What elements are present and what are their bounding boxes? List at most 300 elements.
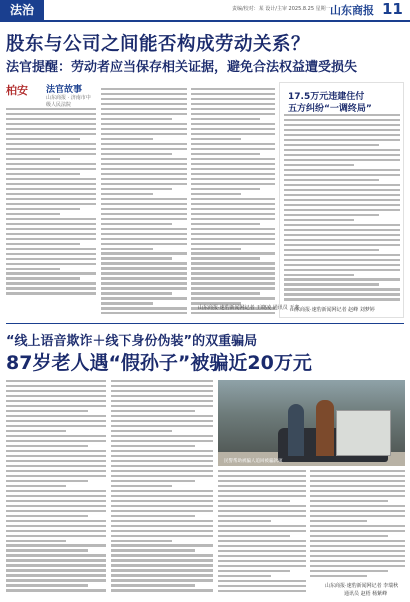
text-line (6, 133, 96, 135)
text-line (284, 259, 400, 261)
story2-title-line2[interactable]: 五方纠纷“一调终局” (288, 104, 372, 114)
text-line (101, 208, 187, 210)
text-line (101, 168, 187, 170)
text-line (284, 144, 379, 146)
text-line (284, 189, 400, 191)
text-line (111, 549, 195, 551)
text-line (6, 410, 88, 412)
text-line (6, 203, 96, 205)
text-line (111, 475, 213, 477)
text-line (101, 143, 187, 145)
text-line (111, 569, 213, 571)
text-line (6, 198, 96, 200)
text-line (6, 584, 88, 586)
text-line (111, 460, 213, 462)
text-line (284, 179, 379, 181)
text-line (191, 123, 275, 125)
text-line (284, 224, 400, 226)
text-line (6, 208, 80, 210)
text-line (6, 248, 96, 250)
text-line (111, 450, 213, 452)
text-line (6, 193, 96, 195)
text-line (191, 178, 275, 180)
text-line (191, 118, 260, 120)
text-line (6, 579, 106, 581)
text-line (218, 510, 306, 512)
column-brand (6, 82, 94, 108)
text-line (6, 549, 88, 551)
text-line (191, 248, 241, 250)
story3-headline[interactable]: 87岁老人遇“假孙子”被骗近20万元 (6, 352, 312, 374)
text-line (191, 93, 275, 95)
text-line (111, 420, 213, 422)
text-line (101, 307, 187, 309)
text-line (111, 530, 213, 532)
text-line (101, 88, 187, 90)
text-line (111, 520, 213, 522)
text-line (310, 475, 405, 477)
story1-byline: 山东商报·速豹新闻网记者 王晓凌 通讯员 王鑫 (198, 305, 300, 311)
text-line (6, 465, 106, 467)
text-line (6, 530, 106, 532)
text-line (101, 297, 187, 299)
section-divider (6, 323, 404, 324)
text-line (101, 158, 187, 160)
text-line (6, 385, 106, 387)
text-line (284, 124, 400, 126)
text-line (218, 580, 306, 582)
text-line (111, 405, 213, 407)
text-line (101, 213, 187, 215)
text-line (6, 113, 96, 115)
page-number: 11 (382, 0, 403, 18)
text-line (284, 288, 400, 290)
text-line (284, 293, 400, 295)
text-line (101, 113, 187, 115)
text-line (111, 430, 172, 432)
text-line (218, 525, 306, 527)
text-line (111, 544, 213, 546)
text-line (101, 248, 153, 250)
text-line (310, 500, 388, 502)
text-line (310, 470, 405, 472)
text-line (191, 88, 275, 90)
text-line (101, 223, 172, 225)
text-line (284, 194, 400, 196)
text-line (6, 405, 106, 407)
text-line (284, 229, 400, 231)
text-line (6, 540, 66, 542)
text-line (111, 490, 213, 492)
text-line (218, 545, 306, 547)
text-line (284, 264, 400, 266)
text-line (284, 249, 379, 251)
text-line (218, 560, 306, 562)
text-line (218, 550, 306, 552)
text-line (218, 555, 306, 557)
text-line (218, 470, 306, 472)
text-line (191, 188, 260, 190)
text-line (284, 134, 400, 136)
text-line (191, 158, 275, 160)
text-line (101, 183, 187, 185)
text-line (111, 525, 213, 527)
story1-body-col3 (191, 88, 275, 318)
text-line (284, 174, 400, 176)
text-line (6, 564, 106, 566)
text-line (284, 139, 400, 141)
text-line (101, 252, 187, 254)
text-line (111, 395, 213, 397)
story3-byline: 山东商报·速豹新闻网记者 李瑞秋 (325, 583, 399, 589)
text-line (111, 425, 213, 427)
text-line (111, 554, 213, 556)
text-line (111, 445, 195, 447)
text-line (218, 570, 290, 572)
text-line (310, 570, 388, 572)
text-line (6, 400, 106, 402)
text-line (6, 243, 80, 245)
text-line (101, 267, 187, 269)
text-line (284, 254, 400, 256)
story1-body-col2 (101, 88, 187, 318)
text-line (101, 277, 187, 279)
text-line (6, 445, 88, 447)
text-line (101, 238, 187, 240)
text-line (6, 218, 96, 220)
text-line (6, 559, 106, 561)
text-line (310, 550, 405, 552)
text-line (6, 495, 106, 497)
text-line (6, 183, 96, 185)
text-line (6, 395, 106, 397)
text-line (101, 148, 187, 150)
text-line (101, 108, 187, 110)
text-line (101, 118, 172, 120)
text-line (310, 505, 405, 507)
text-line (101, 128, 187, 130)
text-line (191, 272, 275, 274)
text-line (191, 168, 275, 170)
text-line (284, 244, 400, 246)
text-line (218, 475, 306, 477)
text-line (310, 485, 405, 487)
text-line (284, 214, 379, 216)
text-line (101, 133, 187, 135)
text-line (284, 204, 400, 206)
text-line (191, 277, 275, 279)
text-line (6, 123, 96, 125)
text-line (284, 269, 400, 271)
text-line (310, 530, 405, 532)
text-line (6, 272, 96, 274)
text-line (6, 425, 106, 427)
text-line (6, 118, 96, 120)
text-line (111, 505, 213, 507)
text-line (6, 213, 60, 215)
text-line (284, 278, 400, 280)
text-line (6, 569, 106, 571)
text-line (6, 390, 106, 392)
text-line (284, 283, 379, 285)
text-line (6, 268, 60, 270)
text-line (111, 540, 172, 542)
text-line (191, 128, 275, 130)
text-line (101, 153, 172, 155)
text-line (218, 515, 306, 517)
text-line (6, 420, 106, 422)
photo-officer (288, 404, 304, 456)
text-line (111, 485, 172, 487)
text-line (111, 574, 213, 576)
text-line (310, 520, 367, 522)
text-line (6, 158, 60, 160)
story1-headline[interactable]: 股东与公司之间能否构成劳动关系？ (6, 34, 311, 55)
text-line (284, 209, 400, 211)
text-line (191, 297, 275, 299)
text-line (6, 128, 96, 130)
text-line (6, 178, 96, 180)
text-line (6, 173, 80, 175)
text-line (101, 173, 187, 175)
column-title: 法官故事 (46, 85, 83, 95)
text-line (191, 113, 275, 115)
text-line (218, 520, 271, 522)
text-line (218, 575, 271, 577)
text-line (310, 525, 405, 527)
column-logo: 柏安 (6, 84, 28, 97)
text-line (6, 228, 96, 230)
text-line (111, 435, 213, 437)
text-line (191, 103, 275, 105)
text-line (111, 465, 213, 467)
text-line (6, 589, 106, 591)
text-line (6, 282, 96, 284)
text-line (6, 500, 106, 502)
text-line (191, 228, 275, 230)
text-line (284, 219, 354, 221)
text-line (284, 169, 400, 171)
text-line (191, 223, 260, 225)
text-line (6, 485, 66, 487)
text-line (284, 274, 354, 276)
text-line (191, 138, 241, 140)
text-line (101, 272, 187, 274)
text-line (310, 495, 405, 497)
text-line (6, 574, 106, 576)
text-line (284, 184, 400, 186)
text-line (6, 535, 106, 537)
text-line (310, 535, 388, 537)
text-line (191, 243, 275, 245)
text-line (101, 188, 172, 190)
text-line (101, 103, 187, 105)
text-line (101, 198, 187, 200)
story1-body-col1 (6, 108, 96, 298)
text-line (218, 495, 306, 497)
story3-body-col3 (218, 470, 306, 595)
text-line (284, 154, 400, 156)
text-line (6, 470, 106, 472)
text-line (284, 129, 400, 131)
text-line (111, 515, 195, 517)
text-line (218, 590, 306, 592)
text-line (284, 119, 400, 121)
text-line (310, 490, 405, 492)
text-line (6, 455, 106, 457)
text-line (191, 218, 275, 220)
page-header (0, 0, 410, 22)
text-line (310, 480, 405, 482)
text-line (284, 199, 400, 201)
text-line (6, 277, 80, 279)
text-line (111, 470, 213, 472)
text-line (191, 208, 275, 210)
text-line (310, 515, 405, 517)
text-line (6, 510, 106, 512)
text-line (191, 203, 275, 205)
text-line (218, 480, 306, 482)
text-line (218, 540, 306, 542)
text-line (101, 312, 187, 314)
news-photo (218, 380, 405, 466)
photo-caption: 民警帮助被骗人追回被骗款项 (224, 459, 283, 464)
text-line (101, 138, 153, 140)
text-line (111, 564, 213, 566)
text-line (6, 515, 88, 517)
text-line (101, 233, 187, 235)
text-line (6, 258, 96, 260)
text-line (6, 238, 96, 240)
text-line (191, 233, 275, 235)
text-line (101, 123, 187, 125)
text-line (6, 138, 80, 140)
text-line (6, 380, 106, 382)
text-line (191, 238, 275, 240)
text-line (191, 148, 275, 150)
text-line (6, 480, 88, 482)
text-line (111, 385, 213, 387)
text-line (101, 262, 187, 264)
text-line (191, 312, 275, 314)
text-line (6, 450, 106, 452)
text-line (284, 234, 400, 236)
text-line (6, 475, 106, 477)
text-line (111, 510, 213, 512)
text-line (6, 143, 96, 145)
text-line (111, 584, 195, 586)
text-line (111, 410, 195, 412)
text-line (101, 163, 187, 165)
text-line (6, 544, 106, 546)
text-line (284, 298, 400, 300)
text-line (191, 173, 275, 175)
text-line (310, 565, 405, 567)
text-line (101, 98, 187, 100)
text-line (101, 257, 172, 259)
text-line (310, 560, 405, 562)
section-tag: 法治 (0, 0, 44, 20)
text-line (284, 239, 400, 241)
story3-kicker: “线上语音欺诈＋线下身份伪装”的双重骗局 (6, 334, 258, 349)
text-line (111, 440, 213, 442)
text-line (101, 193, 153, 195)
text-line (111, 380, 213, 382)
text-line (191, 108, 275, 110)
story3-byline-2: 通讯员 赵梧 杨紫峰 (344, 591, 388, 597)
text-line (218, 485, 306, 487)
text-line (111, 500, 213, 502)
text-line (191, 267, 275, 269)
photo-person (316, 400, 334, 456)
text-line (191, 193, 241, 195)
text-line (6, 525, 106, 527)
text-line (310, 540, 405, 542)
text-line (6, 253, 96, 255)
text-line (191, 163, 275, 165)
text-line (6, 505, 106, 507)
text-line (6, 163, 96, 165)
story2-body (284, 114, 400, 304)
text-line (6, 415, 106, 417)
text-line (191, 257, 260, 259)
text-line (6, 108, 96, 110)
text-line (218, 585, 306, 587)
text-line (6, 520, 106, 522)
text-line (218, 500, 290, 502)
photo-door (336, 410, 391, 456)
text-line (218, 505, 306, 507)
text-line (101, 228, 187, 230)
story2-byline: 山东商报·速豹新闻网记者 赵峰 刘梦婷 (290, 307, 375, 313)
text-line (191, 262, 275, 264)
header-meta: 责编/校对：某 设计/主审 2025.8.25 星期一 (232, 6, 331, 12)
story3-body-col2 (111, 380, 213, 595)
text-line (284, 159, 400, 161)
text-line (191, 183, 275, 185)
text-line (101, 302, 153, 304)
text-line (218, 530, 306, 532)
story3-body-col1 (6, 380, 106, 595)
text-line (191, 98, 275, 100)
text-line (111, 415, 213, 417)
text-line (310, 555, 405, 557)
text-line (111, 495, 213, 497)
text-line (6, 168, 96, 170)
text-line (111, 589, 213, 591)
text-line (101, 203, 187, 205)
text-line (310, 510, 405, 512)
text-line (6, 287, 96, 289)
text-line (310, 575, 367, 577)
text-line (191, 292, 260, 294)
text-line (6, 292, 96, 294)
text-line (101, 292, 172, 294)
text-line (6, 233, 96, 235)
text-line (111, 559, 213, 561)
text-line (101, 93, 187, 95)
text-line (6, 440, 106, 442)
text-line (6, 460, 106, 462)
text-line (191, 198, 275, 200)
text-line (6, 435, 106, 437)
text-line (191, 133, 275, 135)
text-line (191, 282, 275, 284)
story2-title-line1[interactable]: 17.5万元违建住付 (288, 92, 365, 102)
text-line (284, 149, 400, 151)
text-line (101, 287, 187, 289)
text-line (218, 565, 306, 567)
